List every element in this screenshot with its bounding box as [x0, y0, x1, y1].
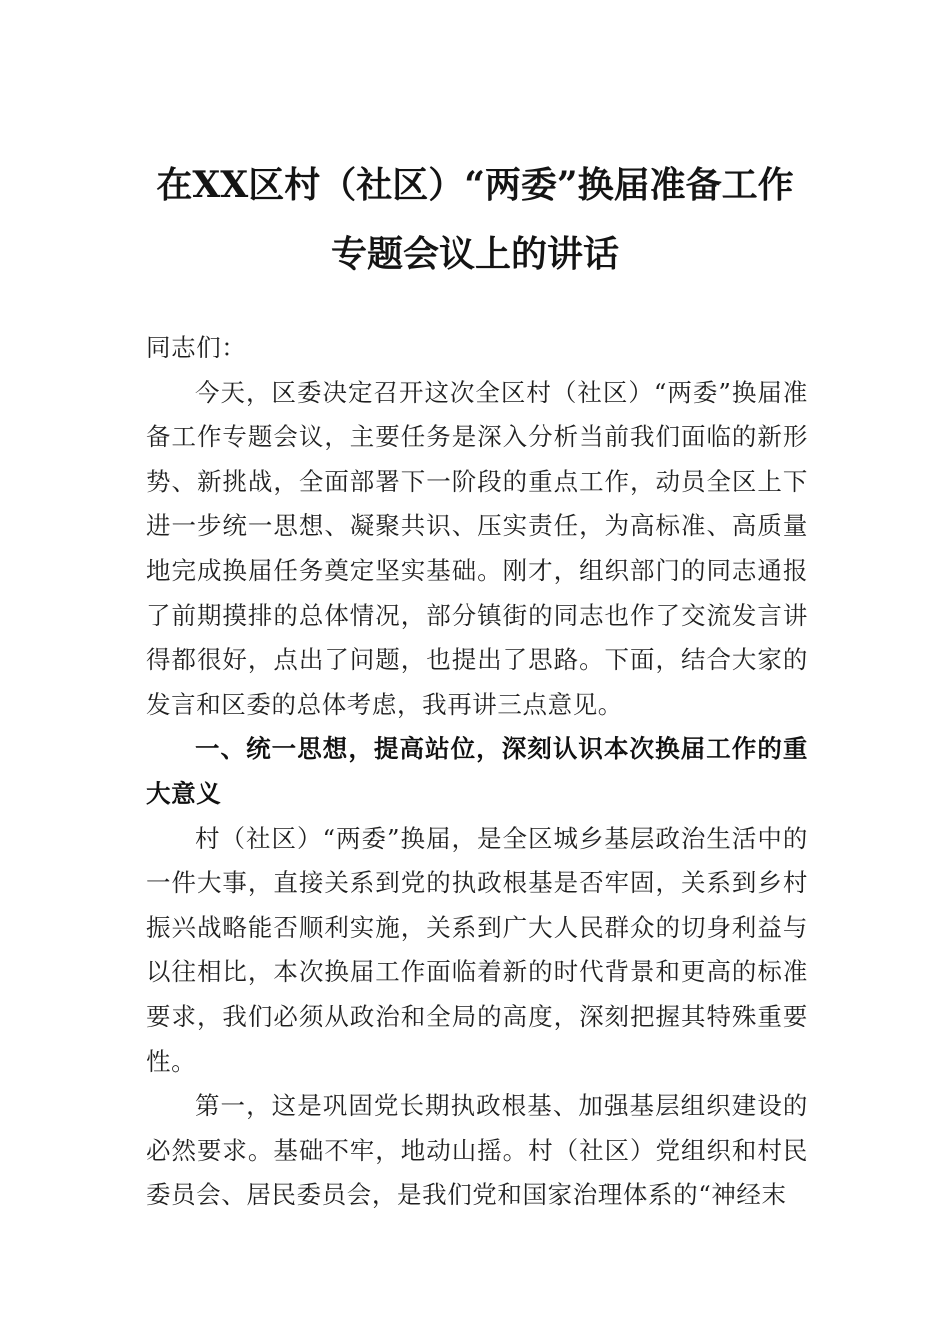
salutation: 同志们： [146, 333, 247, 362]
document-title-line-2: 专题会议上的讲话 [330, 233, 619, 275]
document-title-line-1: 在XX区村（社区）“两委”换届准备工作 [156, 164, 794, 206]
paragraph-significance: 村（社区）“两委”换届，是全区城乡基层政治生活中的一件大事，直接关系到党的执政根基是否牢固，关系到乡村振兴战略能否顺利实施，关系到广大人民群众的切身利益与以往相比，本次换届工作面临着新的时代背景和更高的标准要求，我们必须从政治和全局的高度，深刻把握其特殊重要性。 [146, 823, 808, 1076]
document-body [146, 326, 808, 1218]
section-heading-1: 一、统一思想，提高站位，深刻认识本次换届工作的重大意义 [146, 734, 808, 808]
paragraph-intro: 今天，区委决定召开这次全区村（社区）“两委”换届准备工作专题会议，主要任务是深入分析当前我们面临的新形势、新挑战，全面部署下一阶段的重点工作，动员全区上下进一步统一思想、凝聚共识、压实责任，为高标准、高质量地完成换届任务奠定坚实基础。刚才，组织部门的同志通报了前期摸排的总体情况，部分镇街的同志也作了交流发言讲得都很好，点出了问题，也提出了思路。下面，结合大家的发言和区委的总体考虑，我再讲三点意见。 [146, 377, 808, 719]
paragraph-first-point: 第一，这是巩固党长期执政根基、加强基层组织建设的必然要求。基础不牢，地动山摇。村（社区）党组织和村民委员会、居民委员会，是我们党和国家治理体系的“神经末 [146, 1091, 808, 1210]
